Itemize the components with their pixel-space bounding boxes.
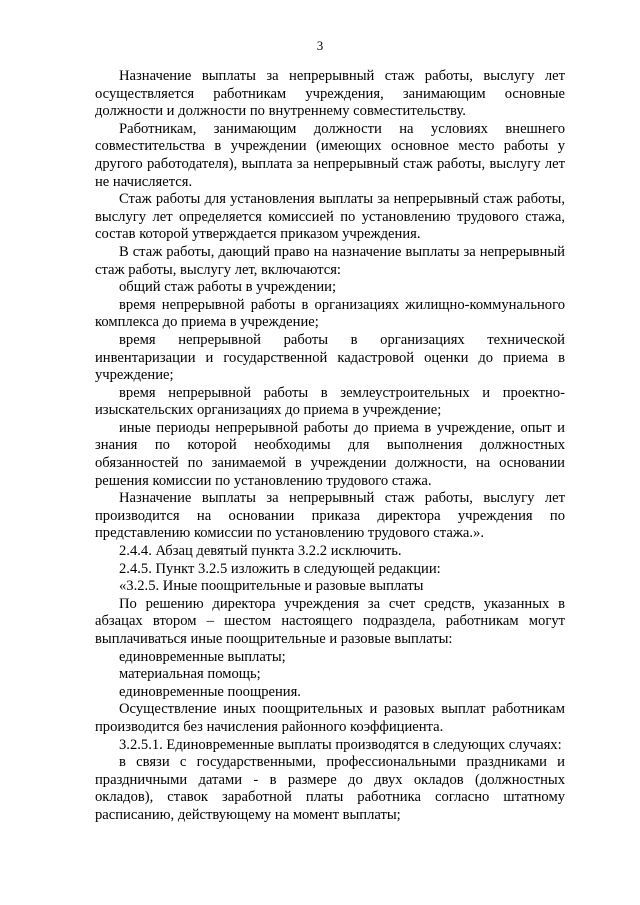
paragraph-14: По решению директора учреждения за счет средств, указанных в абзацах втором – шестом настоящего подраздела, работникам могут выплачиваться иные поощрительные и разовые выплаты: xyxy=(95,595,565,647)
paragraph-16: материальная помощь; xyxy=(119,666,261,683)
paragraph-11: 2.4.4. Абзац девятый пункта 3.2.2 исключить. xyxy=(119,543,402,560)
paragraph-10: Назначение выплаты за непрерывный стаж работы, выслугу лет производится на основании приказа директора учреждения по представлению комиссии по установлению трудового стажа.». xyxy=(95,490,565,542)
paragraph-20: в связи с государственными, профессиональными праздниками и праздничными датами - в размере до двух окладов (должностных окладов), ставок заработной платы работника согласно штатному расписанию, действующему на момент выплаты; xyxy=(95,754,565,823)
paragraph-17: единовременные поощрения. xyxy=(119,683,301,700)
paragraph-19: 3.2.5.1. Единовременные выплаты производятся в следующих случаях: xyxy=(119,736,562,753)
document-body xyxy=(95,68,565,825)
paragraph-8: время непрерывной работы в землеустроительных и проектно-изыскательских организациях до приема в учреждение; xyxy=(95,384,565,419)
paragraph-9: иные периоды непрерывной работы до приема в учреждение, опыт и знания по которой необходимы для выполнения должностных обязанностей по занимаемой в учреждении должности, на основании решения комиссии по установлению трудового стажа. xyxy=(95,419,565,489)
paragraph-18: Осуществление иных поощрительных и разовых выплат работникам производится без начисления районного коэффициента. xyxy=(95,701,565,735)
paragraph-5: общий стаж работы в учреждении; xyxy=(119,279,337,296)
paragraph-7: время непрерывной работы в организациях технической инвентаризации и государственной кадастровой оценки до приема в учреждение; xyxy=(95,331,565,384)
paragraph-4: В стаж работы, дающий право на назначение выплаты за непрерывный стаж работы, выслугу лет, включаются: xyxy=(95,243,565,278)
paragraph-15: единовременные выплаты; xyxy=(119,648,286,665)
paragraph-2: Работникам, занимающим должности на условиях внешнего совместительства в учреждении (имеющих основное место работы у другого работодателя), выплата за непрерывный стаж работы, выслугу лет не начисляется. xyxy=(95,120,565,190)
page-number: 3 xyxy=(316,38,324,53)
paragraph-3: Стаж работы для установления выплаты за непрерывный стаж работы, выслугу лет определяется комиссией по установлению трудового стажа, состав которой утверждается приказом учреждения. xyxy=(95,191,565,243)
paragraph-12: 2.4.5. Пункт 3.2.5 изложить в следующей редакции: xyxy=(119,560,441,577)
paragraph-1: Назначение выплаты за непрерывный стаж работы, выслугу лет осуществляется работникам учреждения, занимающим основные должности и должности по внутреннему совместительству. xyxy=(95,68,565,120)
paragraph-6: время непрерывной работы в организациях жилищно-коммунального комплекса до приема в учреждение; xyxy=(95,296,565,331)
paragraph-13: «3.2.5. Иные поощрительные и разовые выплаты xyxy=(119,578,424,595)
